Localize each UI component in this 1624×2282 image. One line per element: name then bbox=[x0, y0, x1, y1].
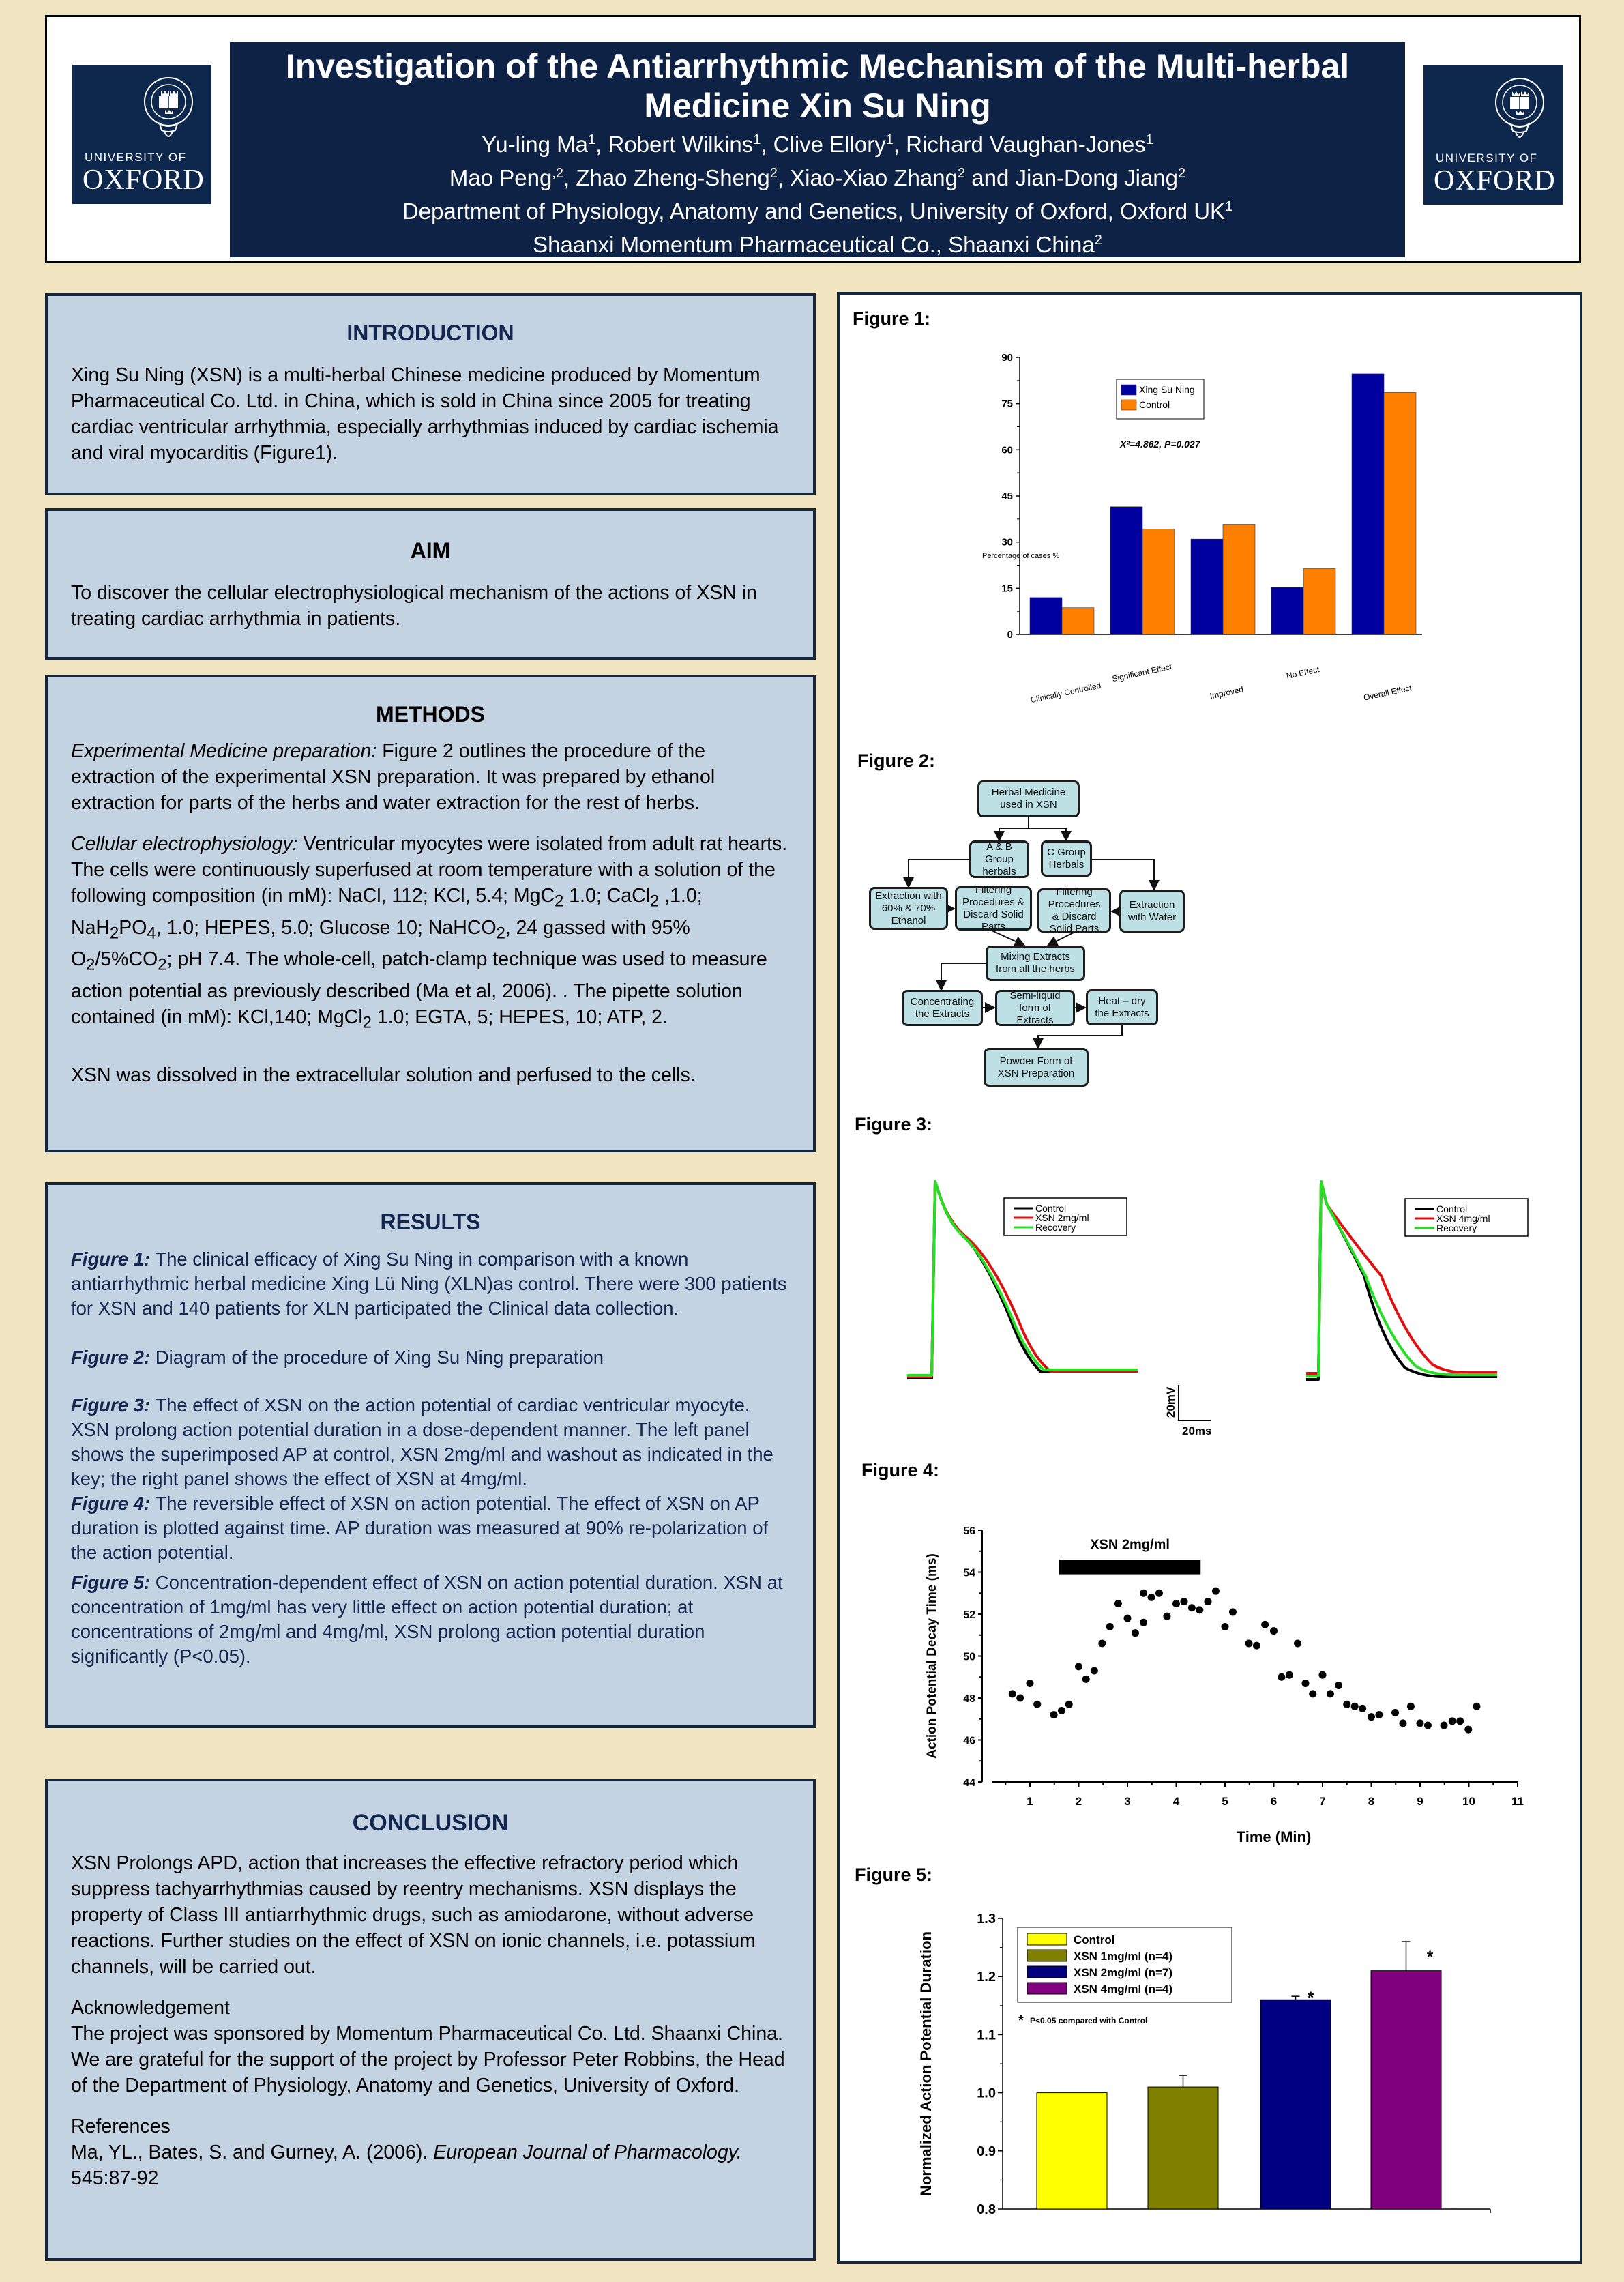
flow-box-filter-right: Filtering Procedures & Discard Solid Parts bbox=[1037, 888, 1111, 933]
conclusion-panel bbox=[45, 1779, 816, 2261]
methods-prep-paragraph: Experimental Medicine preparation: Figure 2 outlines the procedure of the extraction of the experimental XSN preparation. It was prepared by ethanol extraction for parts of the herbs and water extraction for the rest of herbs. bbox=[71, 740, 715, 814]
svg-text:Time (Min): Time (Min) bbox=[1236, 1828, 1312, 1845]
svg-text:45: 45 bbox=[1001, 491, 1013, 502]
title-line-2: Medicine Xin Su Ning bbox=[644, 87, 991, 125]
oxford-crest-icon bbox=[1492, 76, 1548, 143]
affiliation-2: Shaanxi Momentum Pharmaceutical Co., Shaanxi China$^2$ bbox=[533, 232, 1102, 257]
flow-box-powder: Powder Form of XSN Preparation bbox=[984, 1048, 1089, 1087]
svg-text:X²=4.862, P=0.027: X²=4.862, P=0.027 bbox=[1120, 439, 1200, 450]
svg-text:48: 48 bbox=[963, 1693, 975, 1705]
svg-text:56: 56 bbox=[963, 1525, 975, 1537]
conclusion-heading: CONCLUSION bbox=[352, 1810, 509, 1836]
svg-text:9: 9 bbox=[1417, 1795, 1423, 1808]
svg-text:Control: Control bbox=[1074, 1933, 1115, 1946]
logo-university-of: UNIVERSITY OF bbox=[85, 151, 187, 164]
svg-text:XSN 2mg/ml: XSN 2mg/ml bbox=[1035, 1212, 1089, 1223]
figure3-label: Figure 3: bbox=[855, 1114, 933, 1135]
figure2-label: Figure 2: bbox=[857, 750, 936, 771]
svg-text:1: 1 bbox=[1027, 1795, 1033, 1808]
title-line-1: Investigation of the Antiarrhythmic Mechanism of the Multi-herbal bbox=[285, 47, 1350, 85]
figure5-plot bbox=[917, 1912, 1490, 2217]
svg-text:30: 30 bbox=[1001, 536, 1013, 548]
affiliation-1: Department of Physiology, Anatomy and Genetics, University of Oxford, Oxford $UK^1$ bbox=[402, 199, 1233, 224]
figure1-bar-chart bbox=[969, 341, 1460, 737]
methods-ephys-label: Cellular electrophysiology: bbox=[71, 833, 298, 855]
oxford-logo-right bbox=[1423, 65, 1563, 205]
figure3-ap-traces bbox=[900, 1173, 1555, 1446]
results-fig1: Figure 1: The clinical efficacy of Xing Su Ning in comparison with a known antiarrhythmic herbal medicine Xing Lü Ning (XLN)as control. There were 300 patients for XSN and 140 patients for XLN participated the Clinical data collection. bbox=[71, 1248, 787, 1319]
introduction-body: Xing Su Ning (XSN) is a multi-herbal Chinese medicine produced by Momentum Pharmaceutical Co. Ltd. in China, which is sold in China since 2005 for treating cardiac ventricular arrhythmia, especially arrhythmias induced by cardiac ischemia and viral myocarditis (Figure1). bbox=[71, 364, 779, 464]
flow-box-heat-dry: Heat – dry the Extracts bbox=[1086, 989, 1158, 1025]
svg-text:Normalized Action Potential Du: Normalized Action Potential Duration bbox=[917, 1931, 934, 2196]
svg-text:No Effect: No Effect bbox=[1285, 664, 1320, 682]
svg-text:XSN 4mg/ml: XSN 4mg/ml bbox=[1436, 1213, 1490, 1224]
svg-text:2: 2 bbox=[1075, 1795, 1082, 1808]
svg-text:XSN 2mg/ml (n=7): XSN 2mg/ml (n=7) bbox=[1074, 1966, 1173, 1979]
results-fig4: Figure 4: The reversible effect of XSN on action potential. The effect of XSN on AP duration is plotted against time. AP duration was measured at 90% re-polarization of the action potential. bbox=[71, 1493, 769, 1563]
figure4-label: Figure 4: bbox=[861, 1460, 940, 1480]
methods-final: XSN was dissolved in the extracellular solution and perfused to the cells. bbox=[71, 1064, 696, 1086]
flow-box-ab-group: A & B Group herbals bbox=[969, 840, 1029, 878]
figure5-bar-chart bbox=[907, 1903, 1521, 2231]
svg-text:8: 8 bbox=[1368, 1795, 1375, 1808]
svg-text:1.2: 1.2 bbox=[977, 1970, 996, 1985]
logo-oxford: OXFORD bbox=[83, 164, 205, 196]
svg-text:*: * bbox=[1307, 1989, 1314, 2008]
svg-text:Clinically Controlled: Clinically Controlled bbox=[1029, 680, 1102, 705]
svg-text:20ms: 20ms bbox=[1182, 1424, 1212, 1437]
svg-text:44: 44 bbox=[963, 1777, 975, 1789]
svg-text:0.8: 0.8 bbox=[977, 2202, 996, 2217]
logo-oxford: OXFORD bbox=[1434, 165, 1556, 196]
results-panel bbox=[45, 1182, 816, 1728]
svg-text:1.0: 1.0 bbox=[977, 2086, 996, 2101]
svg-text:4: 4 bbox=[1172, 1795, 1180, 1808]
flow-box-herbal-medicine: Herbal Medicine used in XSN bbox=[977, 780, 1080, 817]
svg-text:1.3: 1.3 bbox=[977, 1912, 996, 1927]
aim-panel bbox=[45, 508, 816, 660]
svg-text:Xing Su Ning: Xing Su Ning bbox=[1139, 384, 1195, 395]
svg-text:Percentage of cases %: Percentage of cases % bbox=[982, 552, 1060, 560]
flow-box-c-group: C Group Herbals bbox=[1041, 840, 1092, 877]
svg-text:XSN 2mg/ml: XSN 2mg/ml bbox=[1090, 1537, 1170, 1553]
results-fig2: Figure 2: Diagram of the procedure of Xing Su Ning preparation bbox=[71, 1347, 604, 1368]
figure5-label: Figure 5: bbox=[855, 1864, 933, 1885]
svg-text:20mV: 20mV bbox=[1164, 1386, 1177, 1418]
flow-box-mixing: Mixing Extracts from all the herbs bbox=[986, 946, 1085, 981]
figure3-right-legend bbox=[1405, 1199, 1528, 1236]
methods-prep-label: Experimental Medicine preparation: bbox=[71, 740, 377, 762]
svg-text:52: 52 bbox=[963, 1609, 975, 1621]
svg-text:Significant Effect: Significant Effect bbox=[1111, 661, 1173, 684]
figure4-plot bbox=[925, 1525, 1524, 1845]
svg-text:P<0.05 compared with Control: P<0.05 compared with Control bbox=[1030, 2016, 1148, 2025]
introduction-heading: INTRODUCTION bbox=[346, 321, 514, 345]
svg-text:50: 50 bbox=[963, 1651, 975, 1663]
svg-text:XSN 1mg/ml (n=4): XSN 1mg/ml (n=4) bbox=[1074, 1950, 1173, 1963]
methods-ephys-paragraph: Cellular electrophysiology: Ventricular myocytes were isolated from adult rat hearts. The cells were continuously superfused at room temperature with a solution of the following composition (in mM): NaCl, 112; KCl, 5.4; MgC$_2$ 1.0; CaCl$_2$ ,1.0; $NaH_2PO_4$, 1.0; HEPES, 5.0; Glucose 10; NaHCO$_2$, 24 gassed with 95% $O_2/5\%CO_2$; pH 7.4. The whole-cell, patch-clamp technique was used to measure action potential as previously described (Ma et al, 2006). . The pipette solution contained (in mM): KCl,140; MgCl$_2$ 1.0; EGTA, 5; HEPES, 10; ATP, 2. bbox=[71, 833, 788, 1032]
svg-text:46: 46 bbox=[963, 1735, 975, 1747]
svg-text:75: 75 bbox=[1001, 398, 1013, 410]
svg-text:7: 7 bbox=[1319, 1795, 1326, 1808]
figure4-scatter-chart bbox=[914, 1501, 1541, 1856]
results-fig5: Figure 5: Concentration-dependent effect of XSN on action potential duration. XSN at concentration of 1mg/ml has very little effect on action potential duration; at concentrations of 2mg/ml and 4mg/ml, XSN prolong action potential duration significantly (P<0.05). bbox=[71, 1572, 783, 1667]
poster-title bbox=[230, 46, 1405, 126]
flow-box-water-extraction: Extraction with Water bbox=[1119, 890, 1185, 933]
figure1-plot bbox=[982, 352, 1422, 705]
svg-text:0.9: 0.9 bbox=[977, 2144, 996, 2159]
introduction-panel bbox=[45, 293, 816, 495]
acknowledgement-heading: Acknowledgement bbox=[71, 1997, 230, 2019]
svg-text:54: 54 bbox=[963, 1567, 975, 1579]
svg-text:Control: Control bbox=[1139, 399, 1170, 410]
svg-text:0: 0 bbox=[1007, 629, 1013, 641]
svg-text:Overall Effect: Overall Effect bbox=[1362, 683, 1413, 703]
figure1-label: Figure 1: bbox=[853, 308, 931, 329]
references-heading: References bbox=[71, 2116, 171, 2137]
svg-text:90: 90 bbox=[1001, 352, 1013, 364]
svg-text:Control: Control bbox=[1436, 1203, 1468, 1214]
flow-box-concentrating: Concentrating the Extracts bbox=[902, 990, 983, 1026]
reference-entry: Ma, YL., Bates, S. and Gurney, A. (2006). European Journal of Pharmacology. 545:87-92 bbox=[71, 2141, 742, 2189]
authors-line-2: Mao Peng$^{,2}$, Zhao Zheng-Sheng$^2$, Xiao-Xiao Zhang$^2$ and Jian-Dong Jiang$^2$ bbox=[449, 165, 1186, 190]
conclusion-body: XSN Prolongs APD, action that increases the effective refractory period which suppress tachyarrhythmias caused by reentry mechanisms. XSN displays the property of Class III antiarrhythmic drugs, such as amiodarone, without adverse reactions. Further studies on the effect of XSN on ionic channels, i.e. potassium channels, will be carried out. bbox=[71, 1852, 756, 1978]
svg-text:XSN 4mg/ml (n=4): XSN 4mg/ml (n=4) bbox=[1074, 1983, 1173, 1995]
figure3-scale-bar bbox=[1164, 1385, 1211, 1437]
svg-text:5: 5 bbox=[1222, 1795, 1228, 1808]
aim-body: To discover the cellular electrophysiological mechanism of the actions of XSN in treating cardiac arrhythmia in patients. bbox=[71, 582, 757, 630]
svg-text:3: 3 bbox=[1124, 1795, 1131, 1808]
aim-heading: AIM bbox=[410, 538, 451, 563]
flow-box-filter-left: Filtering Procedures & Discard Solid Parts bbox=[955, 886, 1032, 931]
results-heading: RESULTS bbox=[380, 1210, 481, 1234]
svg-text:60: 60 bbox=[1001, 444, 1013, 456]
svg-text:10: 10 bbox=[1462, 1795, 1475, 1808]
results-fig3: Figure 3: The effect of XSN on the action potential of cardiac ventricular myocyte. XSN prolong action potential duration in a dose-dependent manner. The left panel shows the superimposed AP at control, XSN 2mg/ml and washout as indicated in the key; the right panel shows the effect of XSN at 4mg/ml. bbox=[71, 1394, 773, 1489]
svg-text:15: 15 bbox=[1001, 583, 1013, 595]
flow-box-ethanol-extraction: Extraction with 60% & 70% Ethanol bbox=[869, 887, 948, 930]
svg-text:Action Potential Decay Time (m: Action Potential Decay Time (ms) bbox=[925, 1553, 939, 1759]
svg-text:6: 6 bbox=[1270, 1795, 1278, 1808]
oxford-logo-left bbox=[72, 65, 211, 204]
logo-university-of: UNIVERSITY OF bbox=[1436, 151, 1538, 164]
acknowledgement-body: The project was sponsored by Momentum Pharmaceutical Co. Ltd. Shaanxi China. We are grateful for the support of the project by Professor Peter Robbins, the Head of the Department of Physiology, Anatomy and Genetics, University of Oxford. bbox=[71, 2023, 785, 2096]
oxford-crest-icon bbox=[141, 76, 196, 143]
svg-text:*: * bbox=[1426, 1948, 1434, 1967]
svg-text:Improved: Improved bbox=[1209, 684, 1245, 701]
svg-text:Control: Control bbox=[1035, 1203, 1067, 1214]
methods-heading: METHODS bbox=[376, 702, 485, 727]
methods-panel bbox=[45, 675, 816, 1152]
svg-text:11: 11 bbox=[1511, 1795, 1524, 1808]
svg-text:Recovery: Recovery bbox=[1436, 1223, 1477, 1233]
flow-box-semiliquid: Semi-liquid form of Extracts bbox=[995, 990, 1075, 1026]
svg-text:*: * bbox=[1018, 2013, 1024, 2028]
authors-line-1: Yu-ling Ma$^1$, Robert Wilkins$^1$, Clive Ellory$^1$, Richard Vaughan-Jones$^1$ bbox=[482, 132, 1153, 157]
svg-text:Recovery: Recovery bbox=[1035, 1222, 1076, 1233]
title-block bbox=[230, 42, 1405, 257]
svg-text:1.1: 1.1 bbox=[977, 2028, 996, 2043]
figure3-left-legend bbox=[1004, 1198, 1127, 1235]
